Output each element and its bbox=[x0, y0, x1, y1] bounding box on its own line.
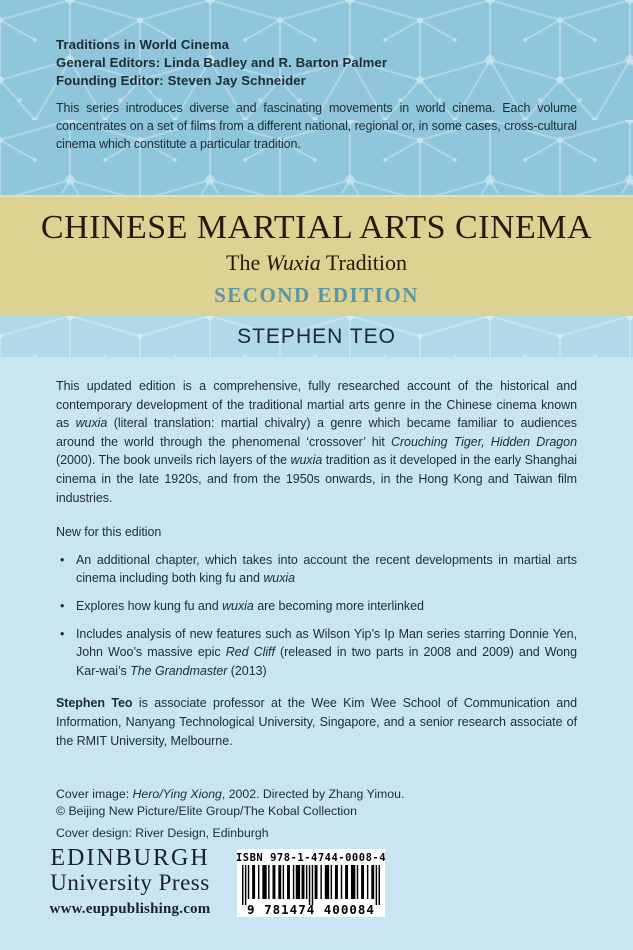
cover-design-credit: Cover design: River Design, Edinburgh bbox=[56, 826, 269, 840]
list-item bbox=[56, 551, 577, 588]
series-description: This series introduces diverse and fascinating movements in world cinema. Each volume concentrates on a set of films from a different national, regional or, in some cases, cross-cultural cinema which constitute a particular tradition. bbox=[56, 101, 577, 151]
bullet-icon: • bbox=[60, 626, 65, 641]
series-founding-editor: Founding Editor: Steven Jay Schneider bbox=[56, 73, 306, 88]
bullet-icon: • bbox=[60, 552, 65, 567]
bullet-icon: • bbox=[60, 598, 65, 613]
book-subtitle: The Wuxia Tradition bbox=[226, 250, 407, 275]
ean-barcode-icon bbox=[242, 865, 380, 905]
book-title: CHINESE MARTIAL ARTS CINEMA bbox=[40, 209, 593, 246]
series-title: Traditions in World Cinema bbox=[56, 37, 230, 52]
isbn-barcode bbox=[237, 849, 385, 917]
whats-new-heading: New for this edition bbox=[56, 525, 162, 540]
author-bio: Stephen Teo is associate professor at the Wee Kim Wee School of Communication and Information, Nanyang Technological University, Singapore, and a senior research associate of the RMIT University, Melbourne. bbox=[56, 696, 577, 748]
list-item-text: Includes analysis of new features such as Wilson Yip’s Ip Man series starring Donnie Yen, John Woo’s massive epic Red Cliff (released in two parts in 2008 and 2009) and Wong Kar-wai’s The Grandmaster (2013) bbox=[76, 626, 577, 678]
copyright-line: © Beijing New Picture/Elite Group/The Kobal Collection bbox=[56, 803, 357, 818]
back-cover-copy bbox=[56, 377, 577, 750]
isbn-number: ISBN 978-1-4744-0008-4 bbox=[235, 852, 387, 864]
author-band bbox=[0, 316, 633, 357]
list-item-text: Explores how kung fu and wuxia are becoming more interlinked bbox=[76, 598, 424, 613]
barcode-digits: 9 781474 400084 bbox=[247, 902, 375, 917]
series-general-editors: General Editors: Linda Badley and R. Barton Palmer bbox=[56, 55, 388, 70]
list-item-text: An additional chapter, which takes into account the recent developments in martial arts cinema including both king fu and wuxia bbox=[76, 552, 577, 586]
book-blurb: This updated edition is a comprehensive, fully researched account of the historical and contemporary development of the traditional martial arts genre in the Chinese cinema known as wuxia (literal translation: martial chivalry) a genre which became familiar to audiences around the world through the phenomenal ‘crossover’ hit Crouching Tiger, Hidden Dragon (2000). The book unveils rich layers of the wuxia tradition as it developed in the early Shanghai cinema in the late 1920s, and from the 1950s onwards, in the Hong Kong and Taiwan film industries. bbox=[56, 379, 577, 505]
cover-credits bbox=[56, 786, 577, 842]
publisher-website: www.euppublishing.com bbox=[49, 901, 211, 917]
publisher-logo bbox=[38, 845, 222, 918]
edition-label: SECOND EDITION bbox=[214, 283, 419, 307]
publisher-name-line1: EDINBURGH bbox=[50, 845, 210, 871]
whats-new-list bbox=[56, 551, 577, 681]
series-info bbox=[0, 0, 633, 153]
author-name: STEPHEN TEO bbox=[237, 325, 396, 348]
title-band bbox=[0, 195, 633, 318]
cover-image-credit: Cover image: Hero/Ying Xiong, 2002. Directed by Zhang Yimou. bbox=[56, 787, 405, 801]
list-item bbox=[56, 597, 577, 616]
series-header-band bbox=[0, 0, 633, 195]
publisher-name-line2: University Press bbox=[50, 870, 210, 895]
list-item bbox=[56, 625, 577, 681]
